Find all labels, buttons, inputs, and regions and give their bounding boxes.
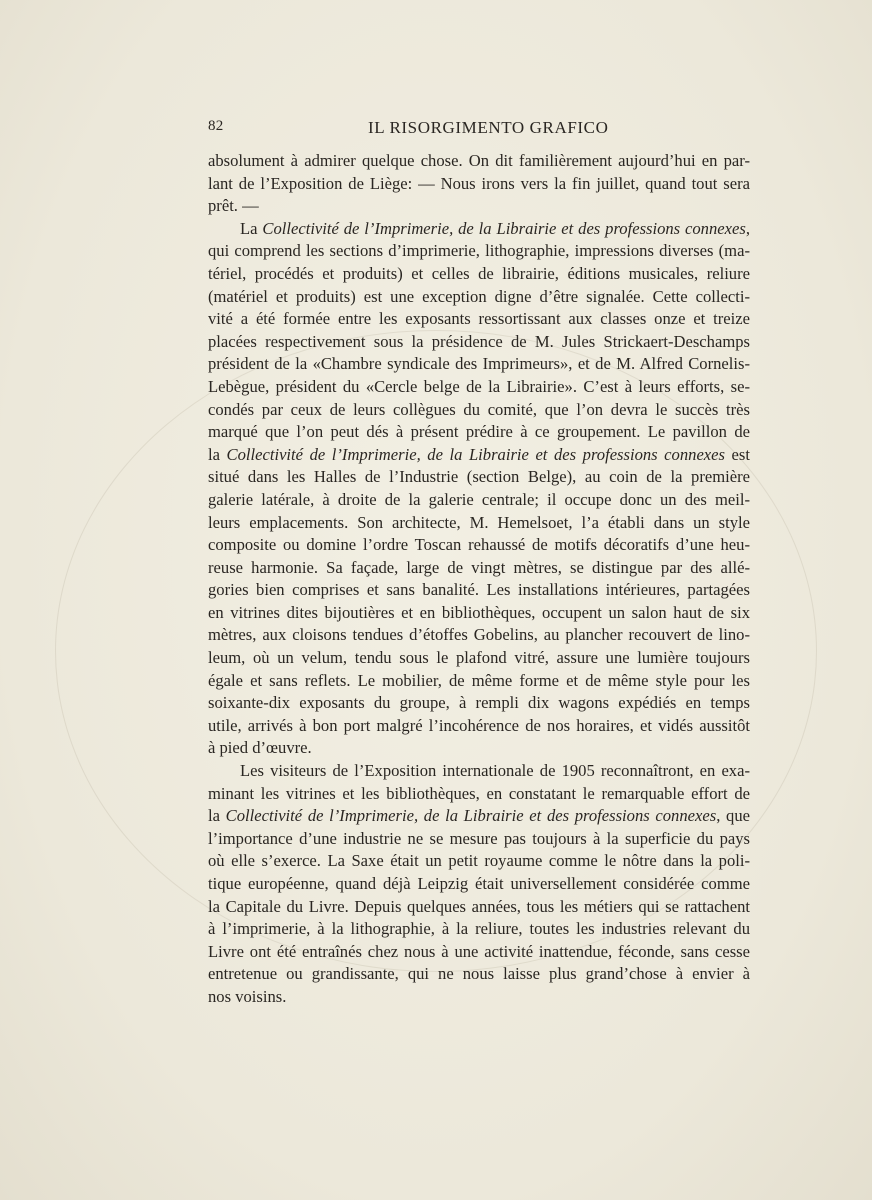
- paragraph-3: [208, 760, 750, 1009]
- text-run: la: [208, 806, 226, 826]
- text-line: situé dans les Halles de l’Industrie (section Belge), au coin de la première: [208, 467, 750, 487]
- text-line: où elle s’exerce. La Saxe était un petit royaume comme le nôtre dans la poli-: [208, 851, 750, 871]
- text-line: absolument à admirer quelque chose. On dit familièrement aujourd’hui en par-: [208, 151, 750, 170]
- text-run: ,: [745, 218, 750, 238]
- text-line: prêt. —: [208, 196, 259, 216]
- text-line: utile, arrivés à bon port malgré l’incohérence de nos horaires, et vidés aussitôt: [208, 715, 750, 735]
- text-line: marqué que l’on peut dés à présent prédire à ce groupement. Le pavillon de: [208, 422, 750, 442]
- paragraph-2: [208, 218, 750, 760]
- italic-title: Collectivité de l’Imprimerie, de la Librairie et des professions connexes: [225, 806, 717, 826]
- text-line: minant les vitrines et les bibliothèques, en constatant le remarquable effort de: [208, 783, 750, 803]
- text-line: condés par ceux de leurs collègues du comité, que l’on devra le succès très: [208, 399, 750, 419]
- text-line: [208, 444, 750, 467]
- text-line: en vitrines dites bijoutières et en bibliothèques, occupent un salon haut de six: [208, 602, 750, 622]
- text-line: qui comprend les sections d’imprimerie, lithographie, impressions diverses (ma-: [208, 241, 750, 261]
- italic-title: Collectivité de l’Imprimerie, de la Librairie et des professions connexes: [262, 218, 746, 238]
- body-text: [208, 150, 750, 1009]
- text-line: l’importance d’une industrie ne se mesure pas toujours à la superficie du pays: [208, 828, 750, 848]
- text-line: tique européenne, quand déjà Leipzig était universellement considérée comme: [208, 874, 750, 893]
- text-line: mètres, aux cloisons tendues d’étoffes Gobelins, au plancher recouvert de lino-: [208, 625, 750, 645]
- text-line: galerie latérale, à droite de la galerie centrale; il occupe donc un des meil-: [208, 489, 750, 509]
- text-line: reuse harmonie. Sa façade, large de vingt mètres, se distingue par des allé-: [208, 557, 750, 577]
- text-line: Lebègue, président du «Cercle belge de la Librairie». C’est à leurs efforts, se-: [208, 376, 750, 396]
- text-line: gories bien comprises et sans banalité. Les installations intérieures, partagées: [208, 580, 750, 600]
- text-run: est: [725, 444, 750, 464]
- text-line: composite ou domine l’ordre Toscan rehaussé de motifs décoratifs d’une heu-: [208, 535, 750, 555]
- text-line: président de la «Chambre syndicale des Imprimeurs», et de M. Alfred Cornelis-: [208, 354, 750, 374]
- text-line: lant de l’Exposition de Liège: — Nous irons vers la fin juillet, quand tout sera: [208, 173, 750, 193]
- text-line: [208, 218, 750, 241]
- text-line: à pied d’œuvre.: [208, 738, 312, 758]
- text-line: (matériel et produits) est une exception digne d’être signalée. Cette collecti-: [208, 286, 750, 306]
- text-line: nos voisins.: [208, 986, 287, 1006]
- page-number: 82: [208, 118, 224, 134]
- text-line: placées respectivement sous la présidence de M. Jules Strickaert-Deschamps: [208, 331, 750, 351]
- text-line: soixante-dix exposants du groupe, à rempli dix wagons expédiés en temps: [208, 693, 750, 713]
- text-line: la Capitale du Livre. Depuis quelques années, tous les métiers qui se rattachent: [208, 896, 750, 916]
- text-line: leurs emplacements. Son architecte, M. Hemelsoet, l’a établi dans un style: [208, 512, 750, 532]
- text-line: égale et sans reflets. Le mobilier, de même forme et de même style pour les: [208, 670, 750, 690]
- text-line: [208, 805, 750, 828]
- text-line: Livre ont été entraînés chez nous à une activité inattendue, féconde, sans cesse: [208, 941, 750, 961]
- text-line: leum, où un velum, tendu sous le plafond vitré, assure une lumière toujours: [208, 648, 750, 668]
- running-title: IL RISORGIMENTO GRAFICO: [368, 118, 609, 137]
- text-run: La: [240, 218, 263, 238]
- italic-title: Collectivité de l’Imprimerie, de la Librairie et des professions connexes: [226, 444, 725, 464]
- paragraph-1: [208, 150, 750, 218]
- text-run: , que: [716, 806, 751, 826]
- text-line: entretenue ou grandissante, qui ne nous laisse plus grand’chose à envier à: [208, 964, 750, 984]
- text-line: tériel, procédés et produits) et celles de librairie, éditions musicales, reliure: [208, 263, 750, 283]
- text-line: vité a été formée entre les exposants ressortissant aux classes onze et treize: [208, 309, 750, 329]
- text-run: la: [208, 444, 227, 464]
- page-header: [208, 118, 750, 140]
- text-line: Les visiteurs de l’Exposition internationale de 1905 reconnaîtront, en exa-: [240, 761, 750, 781]
- text-line: à l’imprimerie, à la lithographie, à la reliure, toutes les industries relevant du: [208, 919, 750, 939]
